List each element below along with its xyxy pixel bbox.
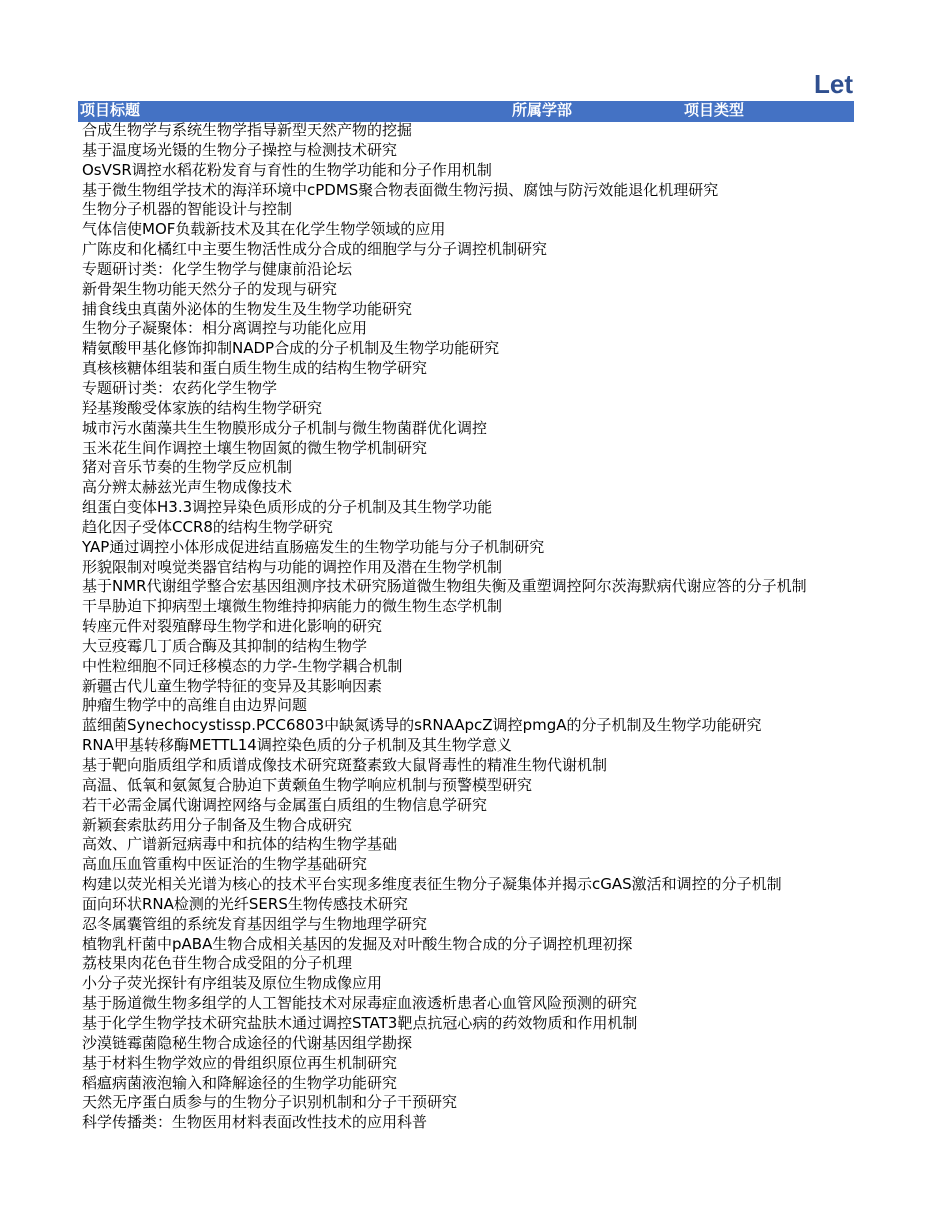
table-row[interactable]: 高温、低氧和氨氮复合胁迫下黄颡鱼生物学响应机制与预警模型研究	[82, 775, 533, 794]
table-header	[78, 101, 854, 122]
table-row[interactable]: 猪对音乐节奏的生物学反应机制	[82, 458, 293, 477]
column-header-subject[interactable]: 所属学部	[512, 101, 573, 119]
table-row[interactable]: 稻瘟病菌液泡输入和降解途径的生物学功能研究	[82, 1073, 398, 1092]
table-row[interactable]: 新骨架生物功能天然分子的发现与研究	[82, 279, 338, 298]
table-row[interactable]: 转座元件对裂殖酵母生物学和进化影响的研究	[82, 617, 383, 636]
table-row[interactable]: 蓝细菌Synechocystissp.PCC6803中缺氮诱导的sRNAApcZ调控pmgA的分子机制及生物学功能研究	[82, 716, 762, 735]
table-row[interactable]: 中性粒细胞不同迁移模态的力学-生物学耦合机制	[82, 656, 403, 675]
table-row[interactable]: 羟基羧酸受体家族的结构生物学研究	[82, 398, 323, 417]
table-row[interactable]: RNA甲基转移酶METTL14调控染色质的分子机制及其生物学意义	[82, 736, 512, 755]
table-row[interactable]: YAP通过调控小体形成促进结直肠癌发生的生物学功能与分子机制研究	[82, 537, 545, 556]
table-row[interactable]: 干旱胁迫下抑病型土壤微生物维持抑病能力的微生物生态学机制	[82, 597, 503, 616]
table-row[interactable]: 专题研讨类：农药化学生物学	[82, 378, 278, 397]
table-row[interactable]: 生物分子凝聚体：相分离调控与功能化应用	[82, 319, 368, 338]
table-row[interactable]: 沙漠链霉菌隐秘生物合成途径的代谢基因组学勘探	[82, 1033, 413, 1052]
table-row[interactable]: 若干必需金属代谢调控网络与金属蛋白质组的生物信息学研究	[82, 795, 488, 814]
column-header-type[interactable]: 项目类型	[684, 101, 745, 119]
table-row[interactable]: 城市污水菌藻共生生物膜形成分子机制与微生物菌群优化调控	[82, 418, 488, 437]
table-row[interactable]: 新颖套索肽药用分子制备及生物合成研究	[82, 815, 353, 834]
table-row[interactable]: 忍冬属囊管组的系统发育基因组学与生物地理学研究	[82, 914, 428, 933]
table-row[interactable]: 趋化因子受体CCR8的结构生物学研究	[82, 517, 333, 536]
table-row[interactable]: 基于温度场光镊的生物分子操控与检测技术研究	[82, 140, 398, 159]
table-row[interactable]: 基于化学生物学技术研究盐肤木通过调控STAT3靶点抗冠心病的药效物质和作用机制	[82, 1013, 638, 1032]
corner-label: Let	[814, 70, 853, 98]
table-row[interactable]: 专题研讨类：化学生物学与健康前沿论坛	[82, 259, 353, 278]
table-row[interactable]: 捕食线虫真菌外泌体的生物发生及生物学功能研究	[82, 299, 413, 318]
table-row[interactable]: 广陈皮和化橘红中主要生物活性成分合成的细胞学与分子调控机制研究	[82, 240, 548, 259]
table-row[interactable]: 真核核糖体组装和蛋白质生物生成的结构生物学研究	[82, 359, 428, 378]
column-header-title[interactable]: 项目标题	[80, 101, 141, 119]
table-row[interactable]: 精氨酸甲基化修饰抑制NADP合成的分子机制及生物学功能研究	[82, 339, 500, 358]
table-row[interactable]: 肿瘤生物学中的高维自由边界问题	[82, 696, 308, 715]
table-row[interactable]: 高分辨太赫兹光声生物成像技术	[82, 478, 293, 497]
table-row[interactable]: 玉米花生间作调控土壤生物固氮的微生物学机制研究	[82, 438, 428, 457]
table-row[interactable]: 高效、广谱新冠病毒中和抗体的结构生物学基础	[82, 835, 398, 854]
project-list	[82, 121, 854, 1141]
table-row[interactable]: 形貌限制对嗅觉类器官结构与功能的调控作用及潜在生物学机制	[82, 557, 503, 576]
table-row[interactable]: 生物分子机器的智能设计与控制	[82, 200, 293, 219]
table-row[interactable]: 基于微生物组学技术的海洋环境中cPDMS聚合物表面微生物污损、腐蚀与防污效能退化机理研究	[82, 180, 719, 199]
table-row[interactable]: 气体信使MOF负载新技术及其在化学生物学领域的应用	[82, 220, 446, 239]
table-row[interactable]: 荔枝果肉花色苷生物合成受阻的分子机理	[82, 954, 353, 973]
table-row[interactable]: 新疆古代儿童生物学特征的变异及其影响因素	[82, 676, 383, 695]
table-row[interactable]: 大豆疫霉几丁质合酶及其抑制的结构生物学	[82, 636, 368, 655]
table-row[interactable]: 小分子荧光探针有序组装及原位生物成像应用	[82, 974, 383, 993]
table-row[interactable]: 科学传播类：生物医用材料表面改性技术的应用科普	[82, 1113, 428, 1132]
table-row[interactable]: 基于NMR代谢组学整合宏基因组测序技术研究肠道微生物组失衡及重塑调控阿尔茨海默病代谢应答的分子机制	[82, 577, 807, 596]
table-row[interactable]: 面向环状RNA检测的光纤SERS生物传感技术研究	[82, 894, 408, 913]
table-row[interactable]: 高血压血管重构中医证治的生物学基础研究	[82, 855, 368, 874]
table-row[interactable]: 植物乳杆菌中pABA生物合成相关基因的发掘及对叶酸生物合成的分子调控机理初探	[82, 934, 633, 953]
table-row[interactable]: OsVSR调控水稻花粉发育与育性的生物学功能和分子作用机制	[82, 160, 492, 179]
table-row[interactable]: 构建以荧光相关光谱为核心的技术平台实现多维度表征生物分子凝集体并揭示cGAS激活和调控的分子机制	[82, 875, 782, 894]
table-row[interactable]: 组蛋白变体H3.3调控异染色质形成的分子机制及其生物学功能	[82, 498, 493, 517]
table-row[interactable]: 天然无序蛋白质参与的生物分子识别机制和分子干预研究	[82, 1093, 458, 1112]
table-row[interactable]: 基于靶向脂质组学和质谱成像技术研究斑蝥素致大鼠肾毒性的精准生物代谢机制	[82, 756, 608, 774]
table-row[interactable]: 基于肠道微生物多组学的人工智能技术对尿毒症血液透析患者心血管风险预测的研究	[82, 994, 638, 1013]
table-row[interactable]: 基于材料生物学效应的骨组织原位再生机制研究	[82, 1053, 398, 1072]
table-row[interactable]: 合成生物学与系统生物学指导新型天然产物的挖掘	[82, 121, 413, 139]
